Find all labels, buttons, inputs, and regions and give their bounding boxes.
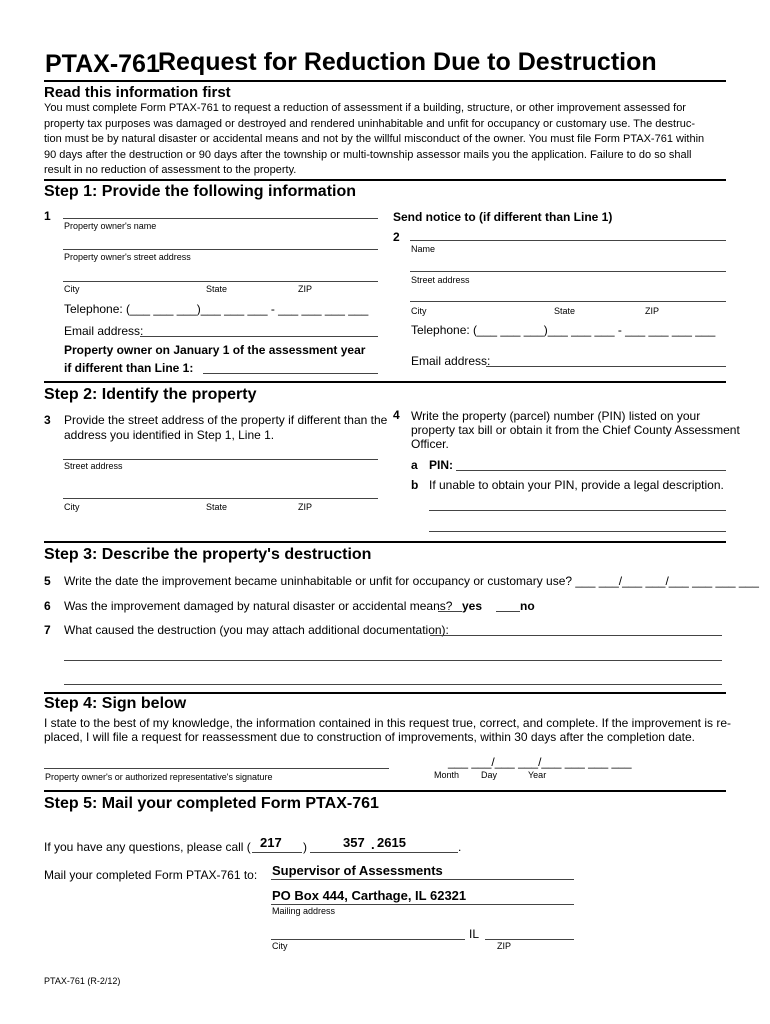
notice-street-field[interactable] <box>410 271 726 272</box>
line4-text-3: Officer. <box>411 437 449 451</box>
step2-heading: Step 2: Identify the property <box>44 386 257 403</box>
mailing-city-field[interactable] <box>271 939 465 940</box>
destruction-cause-field-2[interactable] <box>64 660 722 661</box>
phone-prefix: 357 <box>343 835 365 850</box>
legal-description-field-2[interactable] <box>429 531 726 532</box>
notice-telephone-field[interactable]: Telephone: (___ ___ ___)___ ___ ___ - ___ ___ ___ ___ <box>411 323 716 337</box>
intro-line: result in no reduction of assessment to the property. <box>44 164 297 176</box>
attestation-text: I state to the best of my knowledge, the information contained in this request true, correct, and complete. If the improvement is re- <box>44 716 732 730</box>
line-number: 1 <box>44 209 51 223</box>
phone-number-field[interactable] <box>310 852 458 853</box>
form-revision: PTAX-761 (R-2/12) <box>44 976 121 986</box>
city-label: City <box>272 941 288 951</box>
owner-jan1-field[interactable] <box>203 373 378 374</box>
owner-jan1-label-2: if different than Line 1: <box>64 361 194 375</box>
step3-divider <box>44 541 726 543</box>
send-notice-heading: Send notice to (if different than Line 1) <box>393 210 613 224</box>
pin-field[interactable] <box>456 470 726 471</box>
city-label: City <box>411 306 427 316</box>
paren-close: ) <box>303 840 307 854</box>
line-number: 3 <box>44 413 51 427</box>
yes-label: yes <box>462 599 483 613</box>
line6-text: Was the improvement damaged by natural disaster or accidental means? <box>64 599 453 613</box>
owner-street-label: Property owner's street address <box>64 252 191 262</box>
owner-name-label: Property owner's name <box>64 221 157 231</box>
line7-text: What caused the destruction (you may attach additional documentation): <box>64 623 449 637</box>
header-divider <box>44 80 726 82</box>
mail-to-label: Mail your completed Form PTAX-761 to: <box>44 868 258 882</box>
period: . <box>458 840 462 854</box>
state-label: State <box>206 502 228 512</box>
intro-line: You must complete Form PTAX-761 to request a reduction of assessment if a building, structure, or other improvement assessed for <box>44 102 686 114</box>
line4-text: Write the property (parcel) number (PIN) listed on your <box>411 409 701 423</box>
line-number: 4 <box>393 408 400 422</box>
step2-divider <box>44 381 726 383</box>
destruction-cause-field[interactable] <box>430 635 722 636</box>
year-label: Year <box>528 770 547 780</box>
line-number: 5 <box>44 574 51 588</box>
intro-heading: Read this information first <box>44 84 231 101</box>
step5-heading: Step 5: Mail your completed Form PTAX-761 <box>44 795 379 812</box>
page-title: Request for Reduction Due to Destruction <box>158 48 657 76</box>
line-letter: b <box>411 478 419 492</box>
phone-separator: . <box>371 837 375 852</box>
yes-checkbox[interactable] <box>438 611 462 612</box>
line-letter: a <box>411 458 418 472</box>
mailing-address-label: Mailing address <box>272 906 336 916</box>
destruction-cause-field-3[interactable] <box>64 684 722 685</box>
no-checkbox[interactable] <box>496 611 520 612</box>
line-number: 6 <box>44 599 51 613</box>
zip-label: ZIP <box>645 306 660 316</box>
step5-divider <box>44 790 726 792</box>
line4-text-2: property tax bill or obtain it from the Chief County Assessment <box>411 423 740 437</box>
recipient-field[interactable] <box>271 879 574 880</box>
month-label: Month <box>434 770 460 780</box>
mailing-address: PO Box 444, Carthage, IL 62321 <box>272 888 467 903</box>
step1-heading: Step 1: Provide the following information <box>44 183 357 200</box>
notice-email-label: Email address: <box>411 354 491 368</box>
property-city-state-zip-field[interactable] <box>63 498 378 499</box>
line3-text: Provide the street address of the property if different than the <box>64 413 388 427</box>
recipient-name: Supervisor of Assessments <box>272 863 443 878</box>
mailing-zip-field[interactable] <box>485 939 574 940</box>
owner-city-state-zip-field[interactable] <box>63 281 378 282</box>
property-street-field[interactable] <box>63 459 378 460</box>
owner-jan1-label: Property owner on January 1 of the assessment year <box>64 343 366 357</box>
city-label: City <box>64 502 80 512</box>
city-label: City <box>64 284 80 294</box>
intro-line: 90 days after the destruction or 90 days after the township or multi-township assessor mails you the application. Failure to do so shall <box>44 148 692 161</box>
zip-label: ZIP <box>298 284 313 294</box>
state-value: IL <box>469 927 480 941</box>
signature-date-field[interactable]: ___ ___/___ ___/___ ___ ___ ___ <box>448 755 632 769</box>
phone-suffix: 2615 <box>377 835 406 850</box>
zip-label: ZIP <box>497 941 512 951</box>
no-label: no <box>520 599 535 613</box>
owner-email-field[interactable] <box>140 336 378 337</box>
intro-line: property tax purposes was damaged or destroyed and rendered uninhabitable and unfit for occupancy or customary use. The destruc- <box>44 117 696 130</box>
notice-email-field[interactable] <box>486 366 726 367</box>
questions-text: If you have any questions, please call ( <box>44 840 251 854</box>
state-label: State <box>554 306 576 316</box>
step1-divider <box>44 179 726 181</box>
legal-description-field[interactable] <box>429 510 726 511</box>
step3-heading: Step 3: Describe the property's destruction <box>44 546 372 563</box>
line3-text-2: address you identified in Step 1, Line 1. <box>64 428 275 442</box>
owner-telephone-field[interactable]: Telephone: (___ ___ ___)___ ___ ___ - ___ ___ ___ ___ <box>64 302 369 316</box>
destruction-date-field[interactable]: Write the date the improvement became uninhabitable or unfit for occupancy or customary use? ___ ___/___ ___/___ ___ ___ ___ <box>64 574 759 588</box>
day-label: Day <box>481 770 498 780</box>
attestation-text-2: placed, I will file a request for reassessment due to construction of improvements, within 30 days after the completion date. <box>44 730 695 744</box>
street-label: Street address <box>64 461 123 471</box>
signature-label: Property owner's or authorized representative's signature <box>45 772 273 782</box>
mailing-address-field[interactable] <box>271 904 574 905</box>
form-code: PTAX-761 <box>45 50 160 78</box>
owner-name-field[interactable] <box>63 218 378 219</box>
step4-heading: Step 4: Sign below <box>44 695 187 712</box>
intro-line: tion must be by natural disaster or accidental means and not by the willful misconduct of the owner. You must file Form PTAX-761 within <box>44 133 705 145</box>
signature-field[interactable] <box>44 768 389 769</box>
legal-description-text: If unable to obtain your PIN, provide a legal description. <box>429 478 724 492</box>
street-label: Street address <box>411 275 470 285</box>
notice-city-state-zip-field[interactable] <box>410 301 726 302</box>
area-code: 217 <box>260 835 282 850</box>
pin-label: PIN: <box>429 458 453 472</box>
zip-label: ZIP <box>298 502 313 512</box>
notice-name-field[interactable] <box>410 240 726 241</box>
step4-divider <box>44 692 726 694</box>
owner-street-field[interactable] <box>63 249 378 250</box>
intro-text <box>44 101 704 179</box>
name-label: Name <box>411 244 436 254</box>
state-label: State <box>206 284 228 294</box>
line-number: 2 <box>393 230 400 244</box>
owner-email-label: Email address: <box>64 324 144 338</box>
area-code-field[interactable] <box>252 852 302 853</box>
line-number: 7 <box>44 623 51 637</box>
